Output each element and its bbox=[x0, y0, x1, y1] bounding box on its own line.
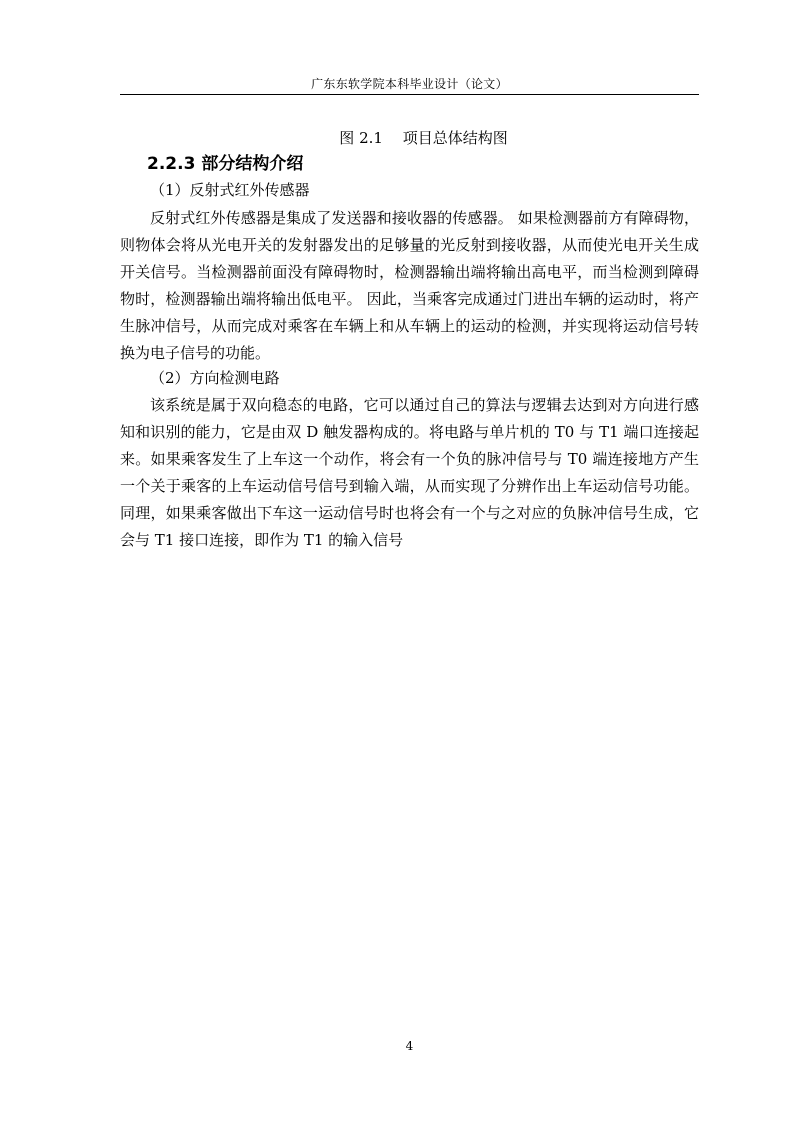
section-heading: 2.2.3 部分结构介绍 bbox=[147, 154, 304, 174]
header-divider bbox=[120, 94, 699, 95]
subsection-heading-direction: （2）方向检测电路 bbox=[150, 369, 280, 387]
page-number: 4 bbox=[405, 1039, 414, 1053]
subsection-heading-sensor: （1）反射式红外传感器 bbox=[150, 181, 310, 199]
running-header: 广东东软学院本科毕业设计（论文） bbox=[311, 77, 508, 91]
figure-caption: 图 2.1 项目总体结构图 bbox=[339, 129, 508, 147]
paragraph-direction: 该系统是属于双向稳态的电路，它可以通过自己的算法与逻辑去达到对方向进行感知和识别的能力，它是由双 D 触发器构成的。将电路与单片机的 T0 与 T1 端口连接起来。如果乘客发生了上车这一个动作，将会有一个负的脉冲信号与 T0 端连接地方产生一个关于乘客的上车运动信号信号到输入端，从而实现了分辨作出上车运动信号功能。同理，如果乘客做出下车这一运动信号时也将会有一个与之对应的负脉冲信号生成，它会与 T1 接口连接，即作为 T1 的输入信号 bbox=[120, 396, 699, 549]
paragraph-sensor: 反射式红外传感器是集成了发送器和接收器的传感器。 如果检测器前方有障碍物，则物体会将从光电开关的发射器发出的足够量的光反射到接收器，从而使光电开关生成开关信号。当检测器前面没有障碍物时，检测器输出端将输出高电平，而当检测到障碍物时，检测器输出端将输出低电平。 因此，当乘客完成通过门进出车辆的运动时，将产生脉冲信号，从而完成对乘客在车辆上和从车辆上的运动的检测，并实现将运动信号转换为电子信号的功能。 bbox=[120, 209, 699, 362]
